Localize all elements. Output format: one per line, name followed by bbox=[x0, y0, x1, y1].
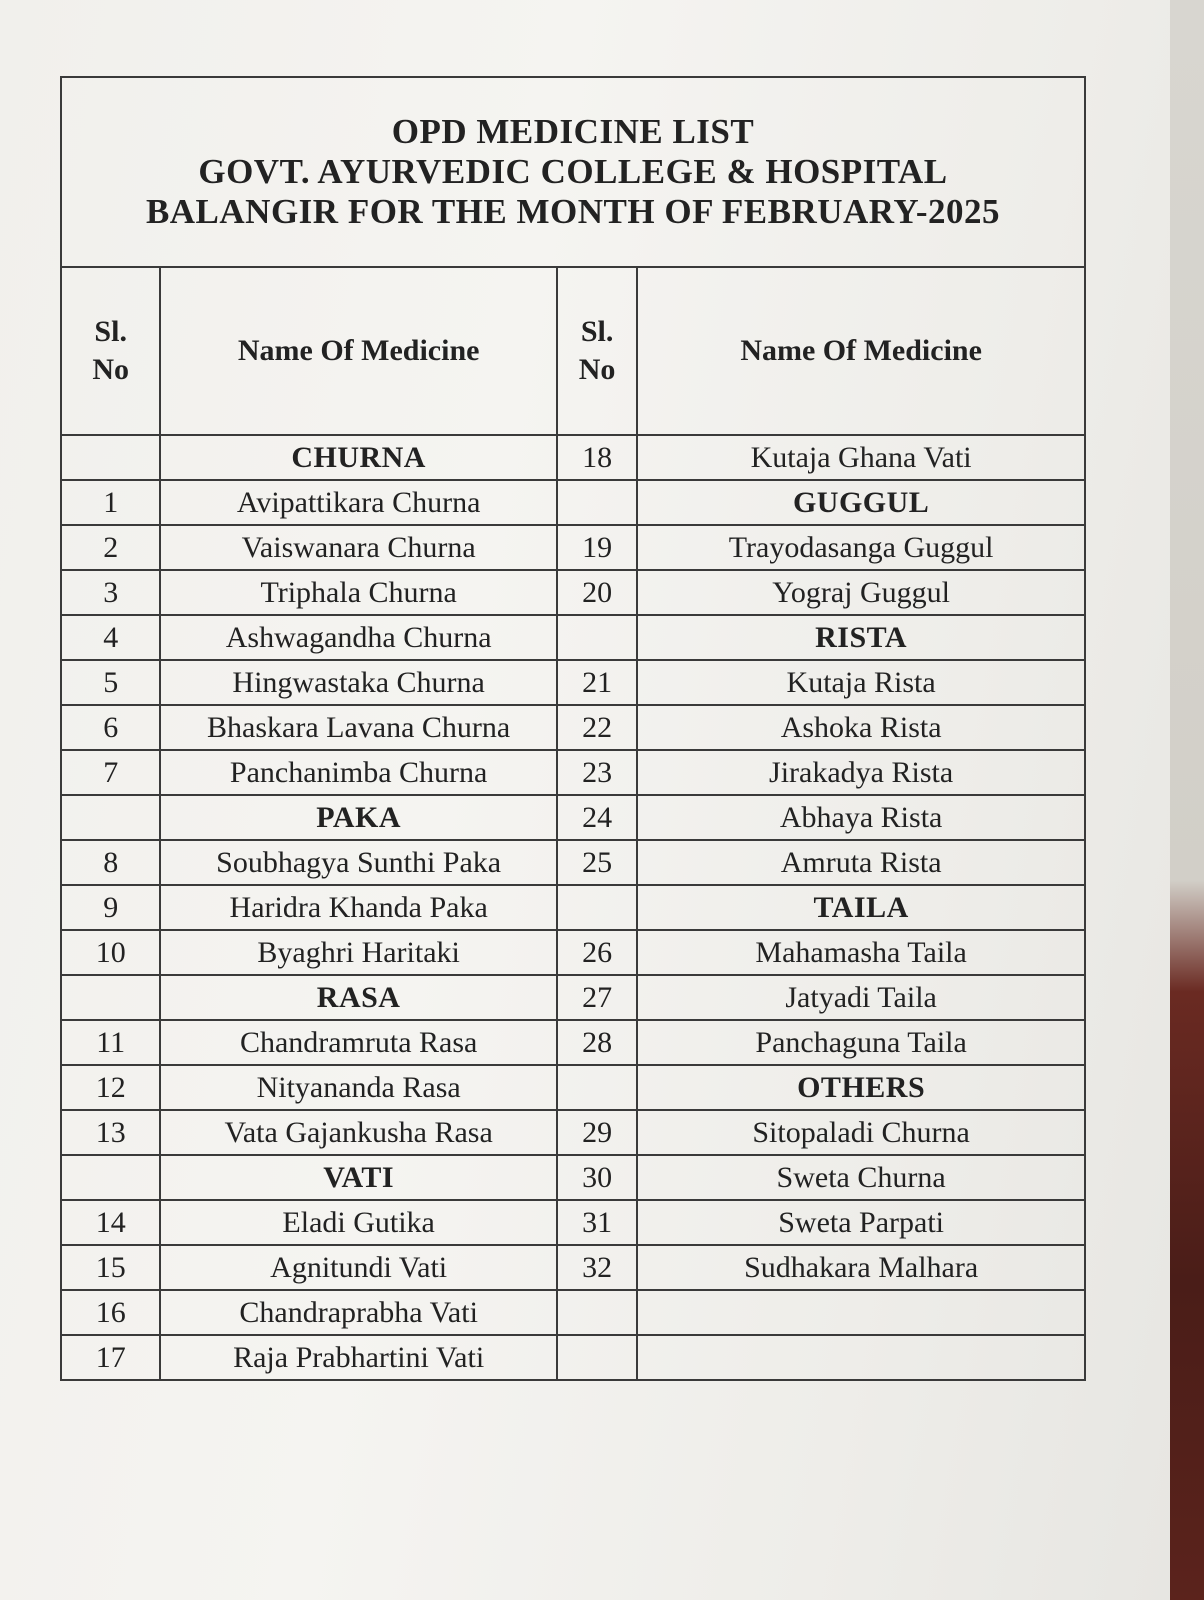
right-medicine-name-cell: Sudhakara Malhara bbox=[637, 1245, 1084, 1290]
left-category-heading: PAKA bbox=[160, 795, 557, 840]
right-category-heading: OTHERS bbox=[637, 1065, 1084, 1110]
right-medicine-name-cell: Kutaja Rista bbox=[637, 660, 1084, 705]
header-name-left: Name Of Medicine bbox=[160, 268, 557, 435]
table-row bbox=[62, 840, 1084, 885]
right-medicine-name-cell: Trayodasanga Guggul bbox=[637, 525, 1084, 570]
left-medicine-name-cell: Vaiswanara Churna bbox=[160, 525, 557, 570]
right-medicine-name-cell bbox=[637, 1290, 1084, 1335]
background-surface bbox=[1170, 0, 1204, 1600]
left-medicine-name-cell: Haridra Khanda Paka bbox=[160, 885, 557, 930]
right-medicine-name-cell: Abhaya Rista bbox=[637, 795, 1084, 840]
table-row bbox=[62, 435, 1084, 480]
right-medicine-name-cell: Amruta Rista bbox=[637, 840, 1084, 885]
right-sl-no-cell bbox=[557, 1065, 637, 1110]
right-sl-no-cell: 21 bbox=[557, 660, 637, 705]
right-sl-no-cell: 22 bbox=[557, 705, 637, 750]
left-medicine-name-cell: Ashwagandha Churna bbox=[160, 615, 557, 660]
table-row bbox=[62, 570, 1084, 615]
title-line-1: OPD MEDICINE LIST bbox=[391, 112, 755, 151]
left-sl-no-cell: 8 bbox=[62, 840, 160, 885]
table-row bbox=[62, 1200, 1084, 1245]
left-sl-no-cell: 10 bbox=[62, 930, 160, 975]
right-category-heading: TAILA bbox=[637, 885, 1084, 930]
right-medicine-name-cell: Jirakadya Rista bbox=[637, 750, 1084, 795]
table-row bbox=[62, 795, 1084, 840]
left-medicine-name-cell: Avipattikara Churna bbox=[160, 480, 557, 525]
right-sl-no-cell bbox=[557, 1335, 637, 1379]
right-medicine-name-cell: Panchaguna Taila bbox=[637, 1020, 1084, 1065]
table-row bbox=[62, 1110, 1084, 1155]
table-row bbox=[62, 660, 1084, 705]
left-sl-no-cell: 4 bbox=[62, 615, 160, 660]
right-medicine-name-cell: Yograj Guggul bbox=[637, 570, 1084, 615]
header-sl-no-left: Sl. No bbox=[62, 268, 160, 435]
left-medicine-name-cell: Vata Gajankusha Rasa bbox=[160, 1110, 557, 1155]
title-line-3: BALANGIR FOR THE MONTH OF FEBRUARY-2025 bbox=[145, 192, 1001, 231]
left-sl-no-cell bbox=[62, 1155, 160, 1200]
table-row bbox=[62, 1290, 1084, 1335]
left-sl-no-cell: 13 bbox=[62, 1110, 160, 1155]
left-sl-no-cell: 9 bbox=[62, 885, 160, 930]
table-row bbox=[62, 1020, 1084, 1065]
left-category-heading: CHURNA bbox=[160, 435, 557, 480]
right-sl-no-cell: 32 bbox=[557, 1245, 637, 1290]
right-sl-no-cell: 29 bbox=[557, 1110, 637, 1155]
right-sl-no-cell: 18 bbox=[557, 435, 637, 480]
left-medicine-name-cell: Eladi Gutika bbox=[160, 1200, 557, 1245]
left-medicine-name-cell: Raja Prabhartini Vati bbox=[160, 1335, 557, 1379]
left-sl-no-cell: 11 bbox=[62, 1020, 160, 1065]
right-sl-no-cell: 19 bbox=[557, 525, 637, 570]
left-medicine-name-cell: Soubhagya Sunthi Paka bbox=[160, 840, 557, 885]
right-sl-no-cell: 28 bbox=[557, 1020, 637, 1065]
left-sl-no-cell: 1 bbox=[62, 480, 160, 525]
left-sl-no-cell: 6 bbox=[62, 705, 160, 750]
left-sl-no-cell: 17 bbox=[62, 1335, 160, 1379]
table-row bbox=[62, 1065, 1084, 1110]
left-medicine-name-cell: Panchanimba Churna bbox=[160, 750, 557, 795]
left-medicine-name-cell: Triphala Churna bbox=[160, 570, 557, 615]
table-row bbox=[62, 1245, 1084, 1290]
table-row bbox=[62, 885, 1084, 930]
left-sl-no-cell: 16 bbox=[62, 1290, 160, 1335]
left-sl-no-cell: 15 bbox=[62, 1245, 160, 1290]
left-medicine-name-cell: Nityananda Rasa bbox=[160, 1065, 557, 1110]
right-sl-no-cell: 26 bbox=[557, 930, 637, 975]
left-sl-no-cell bbox=[62, 975, 160, 1020]
right-sl-no-cell bbox=[557, 885, 637, 930]
right-category-heading: GUGGUL bbox=[637, 480, 1084, 525]
table-row bbox=[62, 750, 1084, 795]
left-medicine-name-cell: Chandramruta Rasa bbox=[160, 1020, 557, 1065]
right-medicine-name-cell: Sitopaladi Churna bbox=[637, 1110, 1084, 1155]
left-sl-no-cell: 2 bbox=[62, 525, 160, 570]
right-medicine-name-cell bbox=[637, 1335, 1084, 1379]
table-row bbox=[62, 1155, 1084, 1200]
left-sl-no-cell bbox=[62, 435, 160, 480]
table-row bbox=[62, 615, 1084, 660]
header-name-right: Name Of Medicine bbox=[637, 268, 1084, 435]
right-sl-no-cell: 24 bbox=[557, 795, 637, 840]
medicine-table bbox=[62, 268, 1084, 1379]
left-medicine-name-cell: Chandraprabha Vati bbox=[160, 1290, 557, 1335]
left-sl-no-cell bbox=[62, 795, 160, 840]
right-medicine-name-cell: Jatyadi Taila bbox=[637, 975, 1084, 1020]
medicine-list-sheet bbox=[60, 76, 1086, 1381]
right-medicine-name-cell: Sweta Churna bbox=[637, 1155, 1084, 1200]
right-category-heading: RISTA bbox=[637, 615, 1084, 660]
right-sl-no-cell bbox=[557, 1290, 637, 1335]
left-medicine-name-cell: Hingwastaka Churna bbox=[160, 660, 557, 705]
right-sl-no-cell: 27 bbox=[557, 975, 637, 1020]
left-sl-no-cell: 7 bbox=[62, 750, 160, 795]
left-sl-no-cell: 3 bbox=[62, 570, 160, 615]
right-sl-no-cell: 30 bbox=[557, 1155, 637, 1200]
right-sl-no-cell: 23 bbox=[557, 750, 637, 795]
left-medicine-name-cell: Bhaskara Lavana Churna bbox=[160, 705, 557, 750]
left-sl-no-cell: 12 bbox=[62, 1065, 160, 1110]
table-row bbox=[62, 930, 1084, 975]
right-sl-no-cell bbox=[557, 615, 637, 660]
header-sl-no-right: Sl. No bbox=[557, 268, 637, 435]
table-body bbox=[62, 435, 1084, 1379]
table-row bbox=[62, 525, 1084, 570]
left-sl-no-cell: 5 bbox=[62, 660, 160, 705]
table-row bbox=[62, 1335, 1084, 1379]
right-medicine-name-cell: Kutaja Ghana Vati bbox=[637, 435, 1084, 480]
left-category-heading: RASA bbox=[160, 975, 557, 1020]
right-sl-no-cell: 20 bbox=[557, 570, 637, 615]
right-medicine-name-cell: Sweta Parpati bbox=[637, 1200, 1084, 1245]
right-sl-no-cell: 25 bbox=[557, 840, 637, 885]
title-block bbox=[62, 78, 1084, 268]
left-medicine-name-cell: Byaghri Haritaki bbox=[160, 930, 557, 975]
table-row bbox=[62, 705, 1084, 750]
table-row bbox=[62, 975, 1084, 1020]
title-line-2: GOVT. AYURVEDIC COLLEGE & HOSPITAL bbox=[198, 152, 948, 191]
table-row bbox=[62, 480, 1084, 525]
right-medicine-name-cell: Ashoka Rista bbox=[637, 705, 1084, 750]
right-sl-no-cell: 31 bbox=[557, 1200, 637, 1245]
right-sl-no-cell bbox=[557, 480, 637, 525]
left-sl-no-cell: 14 bbox=[62, 1200, 160, 1245]
left-category-heading: VATI bbox=[160, 1155, 557, 1200]
table-header-row bbox=[62, 268, 1084, 435]
right-medicine-name-cell: Mahamasha Taila bbox=[637, 930, 1084, 975]
left-medicine-name-cell: Agnitundi Vati bbox=[160, 1245, 557, 1290]
